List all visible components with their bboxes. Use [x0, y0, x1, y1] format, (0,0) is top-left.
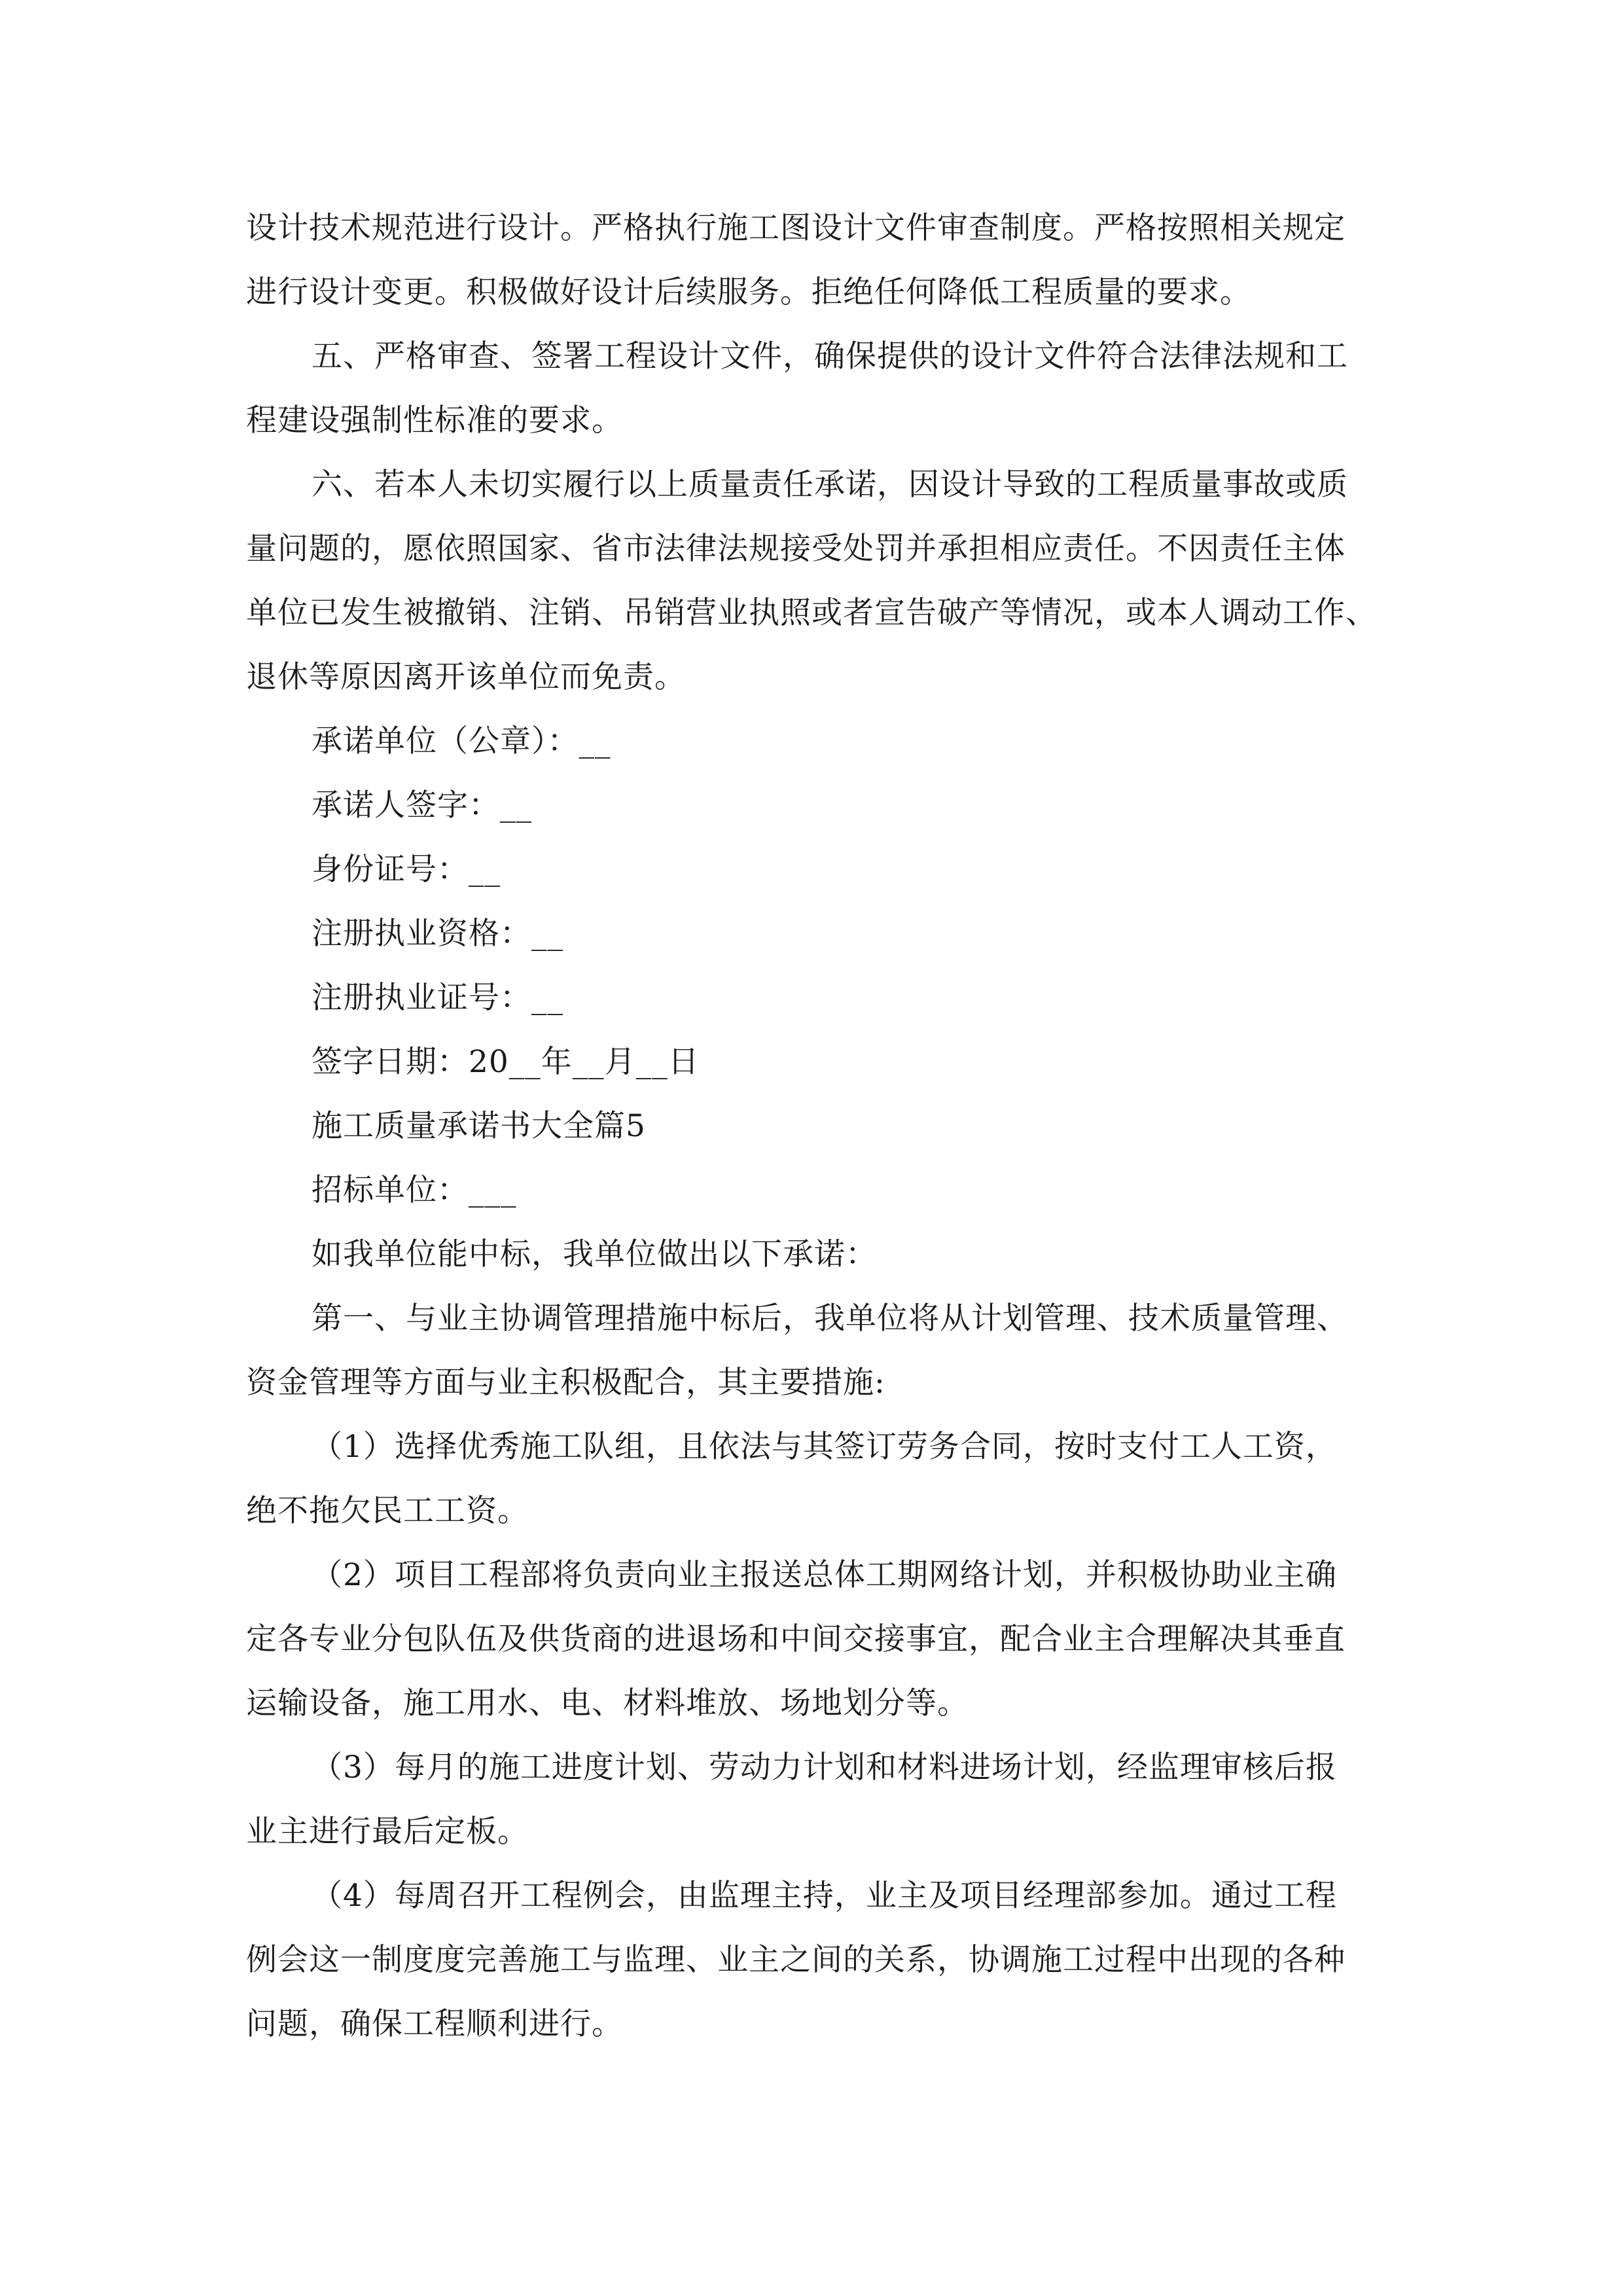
paragraph-line: 六、若本人未切实履行以上质量责任承诺，因设计导致的工程质量事故或质 [312, 467, 1348, 503]
form-field-line: 身份证号：__ [312, 852, 501, 888]
paragraph-line: 程建设强制性标准的要求。 [246, 403, 623, 439]
paragraph-line: 资金管理等方面与业主积极配合，其主要措施: [246, 1365, 885, 1401]
paragraph-line: 定各专业分包队伍及供货商的进退场和中间交接事宜，配合业主合理解决其垂直 [246, 1621, 1346, 1657]
form-field-line: 注册执业资格：__ [312, 916, 563, 952]
paragraph-line: （2）项目工程部将负责向业主报送总体工期网络计划，并积极协助业主确 [312, 1557, 1337, 1593]
paragraph-line: 单位已发生被撤销、注销、吊销营业执照或者宣告破产等情况，或本人调动工作、 [246, 595, 1377, 631]
paragraph-line: 五、严格审查、签署工程设计文件，确保提供的设计文件符合法律法规和工 [312, 338, 1348, 374]
paragraph-line: 绝不拖欠民工工资。 [246, 1493, 529, 1529]
form-field-line: 签字日期：20__年__月__日 [312, 1044, 700, 1080]
paragraph-line: 量问题的，愿依照国家、省市法律法规接受处罚并承担相应责任。不因责任主体 [246, 531, 1346, 567]
paragraph-line: 设计技术规范进行设计。严格执行施工图设计文件审查制度。严格按照相关规定 [246, 210, 1346, 246]
section-heading: 施工质量承诺书大全篇5 [312, 1108, 646, 1144]
paragraph-line: 如我单位能中标，我单位做出以下承诺： [312, 1236, 877, 1272]
paragraph-line: （1）选择优秀施工队组，且依法与其签订劳务合同，按时支付工人工资， [312, 1429, 1337, 1465]
document-body [246, 196, 1382, 2056]
form-field-line: 承诺单位（公章）：__ [312, 723, 611, 759]
paragraph-line: 问题，确保工程顺利进行。 [246, 2006, 623, 2042]
paragraph-line: 业主进行最后定板。 [246, 1814, 529, 1850]
form-field-line: 承诺人签字：__ [312, 787, 532, 823]
paragraph-line: 运输设备，施工用水、电、材料堆放、场地划分等。 [246, 1685, 969, 1721]
paragraph-line: （3）每月的施工进度计划、劳动力计划和材料进场计划，经监理审核后报 [312, 1749, 1337, 1785]
paragraph-line: 进行设计变更。积极做好设计后续服务。拒绝任何降低工程质量的要求。 [246, 274, 1251, 310]
form-field-line: 注册执业证号：__ [312, 980, 563, 1016]
form-field-line: 招标单位：___ [312, 1172, 517, 1208]
paragraph-line: （4）每周召开工程例会，由监理主持，业主及项目经理部参加。通过工程 [312, 1878, 1337, 1914]
paragraph-line: 例会这一制度度完善施工与监理、业主之间的关系，协调施工过程中出现的各种 [246, 1942, 1346, 1978]
paragraph-line: 退休等原因离开该单位而免责。 [246, 659, 686, 695]
paragraph-line: 第一、与业主协调管理措施中标后，我单位将从计划管理、技术质量管理、 [312, 1300, 1348, 1336]
